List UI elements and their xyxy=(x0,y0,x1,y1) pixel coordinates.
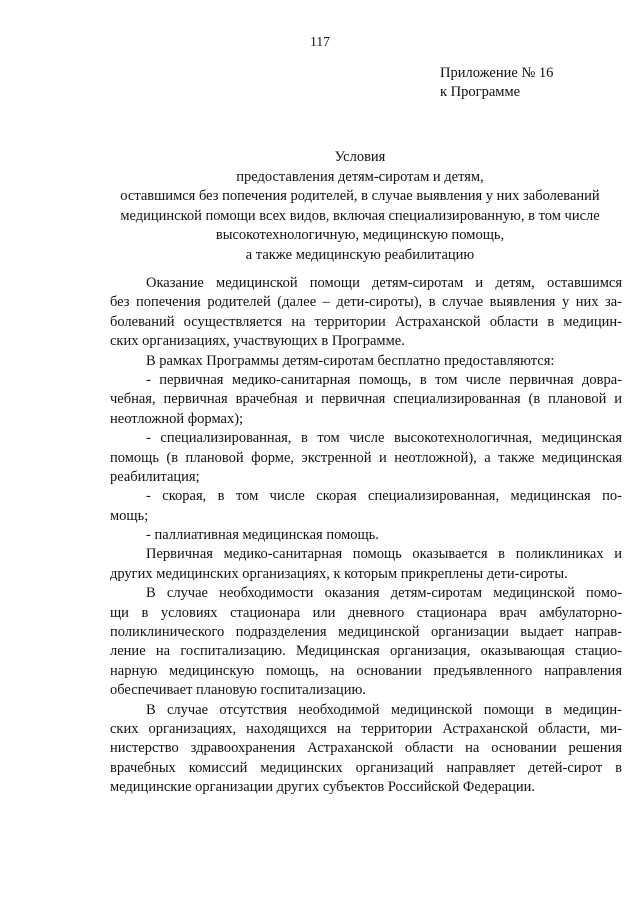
body-line: - специализированная, в том числе высокотехнологичная, медицинская xyxy=(146,430,622,447)
body-line: реабилитация; xyxy=(110,468,200,485)
title-line: высокотехнологичную, медицинскую помощь, xyxy=(215,227,505,243)
body-line: щи в условиях стационара или дневного стационара врач амбулаторно- xyxy=(110,604,622,621)
body-line: В случае необходимости оказания детям-сиротам медицинской помо- xyxy=(146,585,622,602)
appendix-reference: к Программе xyxy=(440,84,521,100)
document-title xyxy=(90,148,630,265)
body-line: - первичная медико-санитарная помощь, в том числе первичная довра- xyxy=(146,371,622,388)
page-number: 117 xyxy=(310,34,330,49)
body-line: чебная, первичная врачебная и первичная специализированная (в плановой и xyxy=(110,391,622,408)
body-line: - паллиативная медицинская помощь. xyxy=(146,527,379,544)
appendix-header xyxy=(440,64,553,102)
body-line: врачебных комиссий медицинских организаций направляет детей-сирот в xyxy=(110,759,622,776)
title-line: оставшимся без попечения родителей, в случае выявления у них заболеваний xyxy=(120,188,600,204)
body-line: нарную медицинскую помощь, на основании предъявленного направления xyxy=(110,662,622,679)
body-line: неотложной формах); xyxy=(110,410,244,427)
body-line: ление на госпитализацию. Медицинская организация, оказывающая стацио- xyxy=(110,643,622,660)
body-line: других медицинских организациях, к которым прикреплены дети-сироты. xyxy=(110,565,568,582)
body-line: нистерство здравоохранения Астраханской области на основании решения xyxy=(110,740,622,757)
body-line: мощь; xyxy=(110,507,149,524)
title-line: а также медицинскую реабилитацию xyxy=(245,246,475,263)
appendix-number: Приложение № 16 xyxy=(440,65,554,81)
title-line: Условия xyxy=(334,149,386,165)
body-line: медицинские организации других субъектов Российской Федерации. xyxy=(110,779,536,796)
body-line: Оказание медицинской помощи детям-сиротам и детям, оставшимся xyxy=(146,275,622,291)
title-line: медицинской помощи всех видов, включая специализированную, в том числе xyxy=(120,207,600,224)
body-line: без попечения родителей (далее – дети-сироты), в случае выявления у них за- xyxy=(110,294,622,311)
document-body xyxy=(110,274,622,798)
body-line: ских организациях, находящихся на территории Астраханской области, ми- xyxy=(110,720,622,737)
body-line: помощь (в плановой форме, экстренной и неотложной), а также медицинская xyxy=(110,449,622,466)
body-line: ских организациях, участвующих в Программе. xyxy=(110,333,405,350)
body-line: обеспечивает плановую госпитализацию. xyxy=(110,682,366,699)
body-line: Первичная медико-санитарная помощь оказывается в поликлиниках и xyxy=(146,546,622,563)
title-line: предоставления детям-сиротам и детям, xyxy=(236,168,484,185)
body-line: В рамках Программы детям-сиротам бесплатно предоставляются: xyxy=(146,352,555,369)
body-line: - скорая, в том числе скорая специализированная, медицинская по- xyxy=(146,488,622,505)
body-line: В случае отсутствия необходимой медицинской помощи в медицин- xyxy=(146,701,622,718)
body-line: болеваний осуществляется на территории Астраханской области в медицин- xyxy=(110,313,622,330)
body-line: поликлинического подразделения медицинской организации выдает направ- xyxy=(110,624,622,641)
